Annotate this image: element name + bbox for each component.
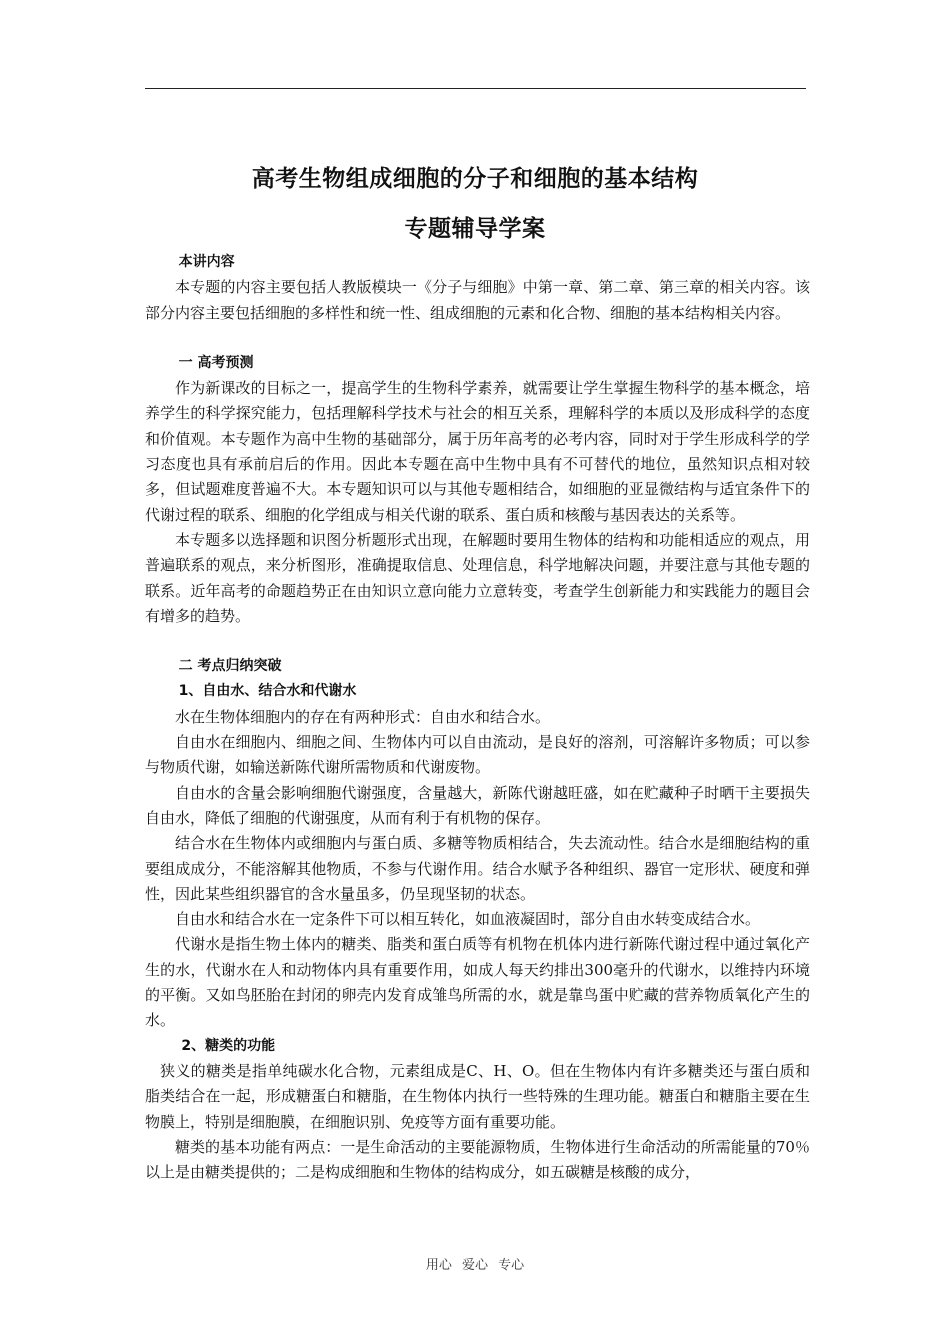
paragraph-water-4: 结合水在生物体内或细胞内与蛋白质、多糖等物质相结合，失去流动性。结合水是细胞结构的重要组成成分，不能溶解其他物质，不参与代谢作用。结合水赋予各种组织、器官一定形状、硬度和弹性，因此某些组织器官的含水量虽多，仍呈现坚韧的状态。 bbox=[145, 834, 810, 903]
paragraph-sugar-2: 糖类的基本功能有两点：一是生命活动的主要能源物质，生物体进行生命活动的所需能量的70％以上是由糖类提供的；二是构成细胞和生物体的结构成分，如五碳糖是核酸的成分， bbox=[145, 1137, 810, 1182]
spacer bbox=[145, 326, 810, 351]
heading-section-1: 一 高考预测 bbox=[178, 354, 254, 371]
paragraph-sugar-1: 狭义的糖类是指单纯碳水化合物，元素组成是C、H、O。但在生物体内有许多糖类还与蛋白质和脂类结合在一起，形成糖蛋白和糖脂，在生物体内执行一些特殊的生理功能。糖蛋白和糖脂主要在生物膜上，特别是细胞膜，在细胞识别、免疫等方面有重要功能。 bbox=[145, 1061, 810, 1131]
document-subtitle: 专题辅导学案 bbox=[404, 216, 546, 242]
paragraph-water-1: 水在生物体细胞内的存在有两种形式：自由水和结合水。 bbox=[175, 707, 551, 726]
paragraph-water-6: 代谢水是指生物土体内的糖类、脂类和蛋白质等有机物在机体内进行新陈代谢过程中通过氧化产生的水，代谢水在人和动物体内具有重要作用，如成人每天约排出300毫升的代谢水，以维持内环境的平衡。又如鸟胚胎在封闭的卵壳内发育成雏鸟所需的水，就是靠鸟蛋中贮藏的营养物质氧化产生的水。 bbox=[145, 935, 810, 1030]
paragraph-prediction-1: 作为新课改的目标之一，提高学生的生物科学素养，就需要让学生掌握生物科学的基本概念，培养学生的科学探究能力，包括理解科学技术与社会的相互关系，理解科学的本质以及形成科学的态度和价值观。本专题作为高中生物的基础部分，属于历年高考的必考内容，同时对于学生形成科学的学习态度也具有承前启后的作用。因此本专题在高中生物中具有不可替代的地位，虽然知识点相对较多，但试题难度普遍不大。本专题知识可以与其他专题相结合，如细胞的亚显微结构与适宜条件下的代谢过程的联系、细胞的化学组成与相关代谢的联系、蛋白质和核酸与基因表达的关系等。 bbox=[145, 379, 810, 524]
heading-sugar: 2、糖类的功能 bbox=[181, 1037, 276, 1054]
spacer bbox=[145, 629, 810, 654]
paragraph-water-5: 自由水和结合水在一定条件下可以相互转化，如血液凝固时，部分自由水转变成结合水。 bbox=[175, 910, 761, 929]
document-body bbox=[145, 250, 810, 1185]
heading-section-2: 二 考点归纳突破 bbox=[178, 658, 282, 675]
paragraph-water-3: 自由水的含量会影响细胞代谢强度，含量越大，新陈代谢越旺盛，如在贮藏种子时晒干主要损失自由水，降低了细胞的代谢强度，从而有利于有机物的保存。 bbox=[145, 783, 810, 827]
page-footer: 用心 爱心 专心 bbox=[425, 1258, 525, 1273]
paragraph-water-2: 自由水在细胞内、细胞之间、生物体内可以自由流动，是良好的溶剂，可溶解许多物质；可以参与物质代谢，如输送新陈代谢所需物质和代谢废物。 bbox=[145, 733, 810, 777]
heading-content: 本讲内容 bbox=[178, 254, 235, 270]
header-rule bbox=[145, 88, 806, 89]
paragraph-prediction-2: 本专题多以选择题和识图分析题形式出现，在解题时要用生物体的结构和功能相适应的观点，用普遍联系的观点，来分析图形，准确提取信息、处理信息，科学地解决问题，并要注意与其他专题的联系。近年高考的命题趋势正在由知识立意向能力立意转变，考查学生创新能力和实践能力的题目会有增多的趋势。 bbox=[145, 530, 810, 625]
document-title: 高考生物组成细胞的分子和细胞的基本结构 bbox=[251, 166, 699, 192]
paragraph-intro: 本专题的内容主要包括人教版模块一《分子与细胞》中第一章、第二章、第三章的相关内容。该部分内容主要包括细胞的多样性和统一性、组成细胞的元素和化合物、细胞的基本结构相关内容。 bbox=[145, 278, 810, 322]
heading-water: 1、自由水、结合水和代谢水 bbox=[178, 683, 357, 700]
